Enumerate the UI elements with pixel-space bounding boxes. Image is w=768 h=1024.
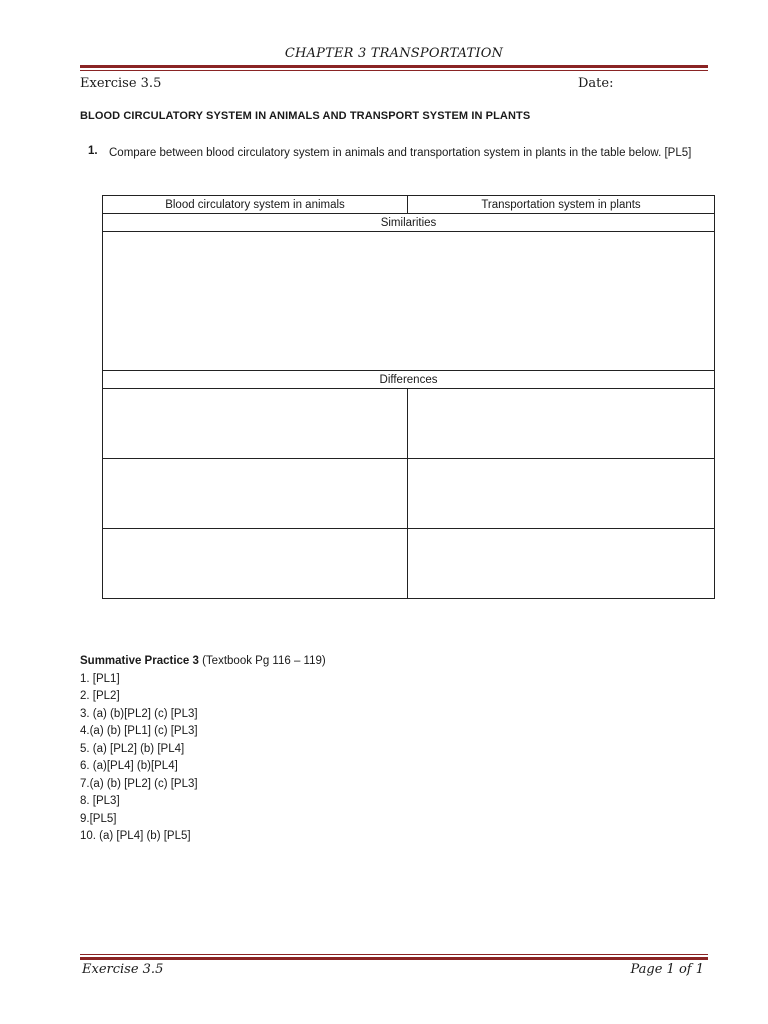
table-row (103, 459, 715, 529)
list-item: 1. [PL1] (80, 672, 120, 685)
summative-list (80, 671, 326, 846)
summative-practice-section (80, 653, 326, 846)
list-item: 8. [PL3] (80, 795, 120, 807)
summative-title: Summative Practice 3 (80, 655, 199, 667)
differences-header-row (103, 371, 715, 389)
similarities-answer-cell[interactable] (103, 232, 715, 371)
list-item: 5. (a) [PL2] (b) [PL4] (80, 742, 185, 755)
col-header-animals: Blood circulatory system in animals (103, 196, 408, 214)
list-item: 2. [PL2] (80, 690, 120, 702)
header-rule-thick (80, 65, 708, 68)
question-text: Compare between blood circulatory system in animals and transportation system in plants in the table below. [PL5] (109, 147, 692, 159)
list-item: 6. (a)[PL4] (b)[PL4] (80, 760, 178, 772)
header-rule-thin (80, 70, 708, 71)
summative-heading (80, 653, 326, 671)
list-item: 3. (a) (b)[PL2] (c) [PL3] (80, 707, 198, 720)
list-item: 10. (a) [PL4] (b) [PL5] (80, 830, 191, 842)
footer-rule-thick (80, 957, 708, 960)
difference-plants-cell[interactable] (408, 459, 715, 529)
summative-subtitle: (Textbook Pg 116 – 119) (198, 655, 326, 667)
table-row (103, 529, 715, 599)
table-row (103, 389, 715, 459)
date-label: Date: (578, 76, 614, 91)
difference-plants-cell[interactable] (408, 389, 715, 459)
section-title: BLOOD CIRCULATORY SYSTEM IN ANIMALS AND TRANSPORT SYSTEM IN PLANTS (80, 110, 531, 122)
difference-animals-cell[interactable] (103, 459, 408, 529)
table-header-row (103, 196, 715, 214)
footer-rule-thin (80, 954, 708, 955)
comparison-table (102, 195, 715, 599)
col-header-plants: Transportation system in plants (408, 196, 715, 214)
list-item: 4.(a) (b) [PL1] (c) [PL3] (80, 725, 198, 737)
difference-plants-cell[interactable] (408, 529, 715, 599)
footer-exercise-label: Exercise 3.5 (82, 962, 164, 977)
similarities-answer-row (103, 232, 715, 371)
difference-animals-cell[interactable] (103, 529, 408, 599)
question-number: 1. (88, 145, 98, 157)
difference-animals-cell[interactable] (103, 389, 408, 459)
exercise-label: Exercise 3.5 (80, 76, 162, 91)
page-header-title: CHAPTER 3 TRANSPORTATION (284, 46, 504, 61)
similarities-label: Similarities (103, 214, 715, 232)
list-item: 7.(a) (b) [PL2] (c) [PL3] (80, 777, 198, 790)
list-item: 9.[PL5] (80, 812, 117, 825)
differences-label: Differences (103, 371, 715, 389)
footer-page-number: Page 1 of 1 (630, 962, 704, 977)
similarities-header-row (103, 214, 715, 232)
